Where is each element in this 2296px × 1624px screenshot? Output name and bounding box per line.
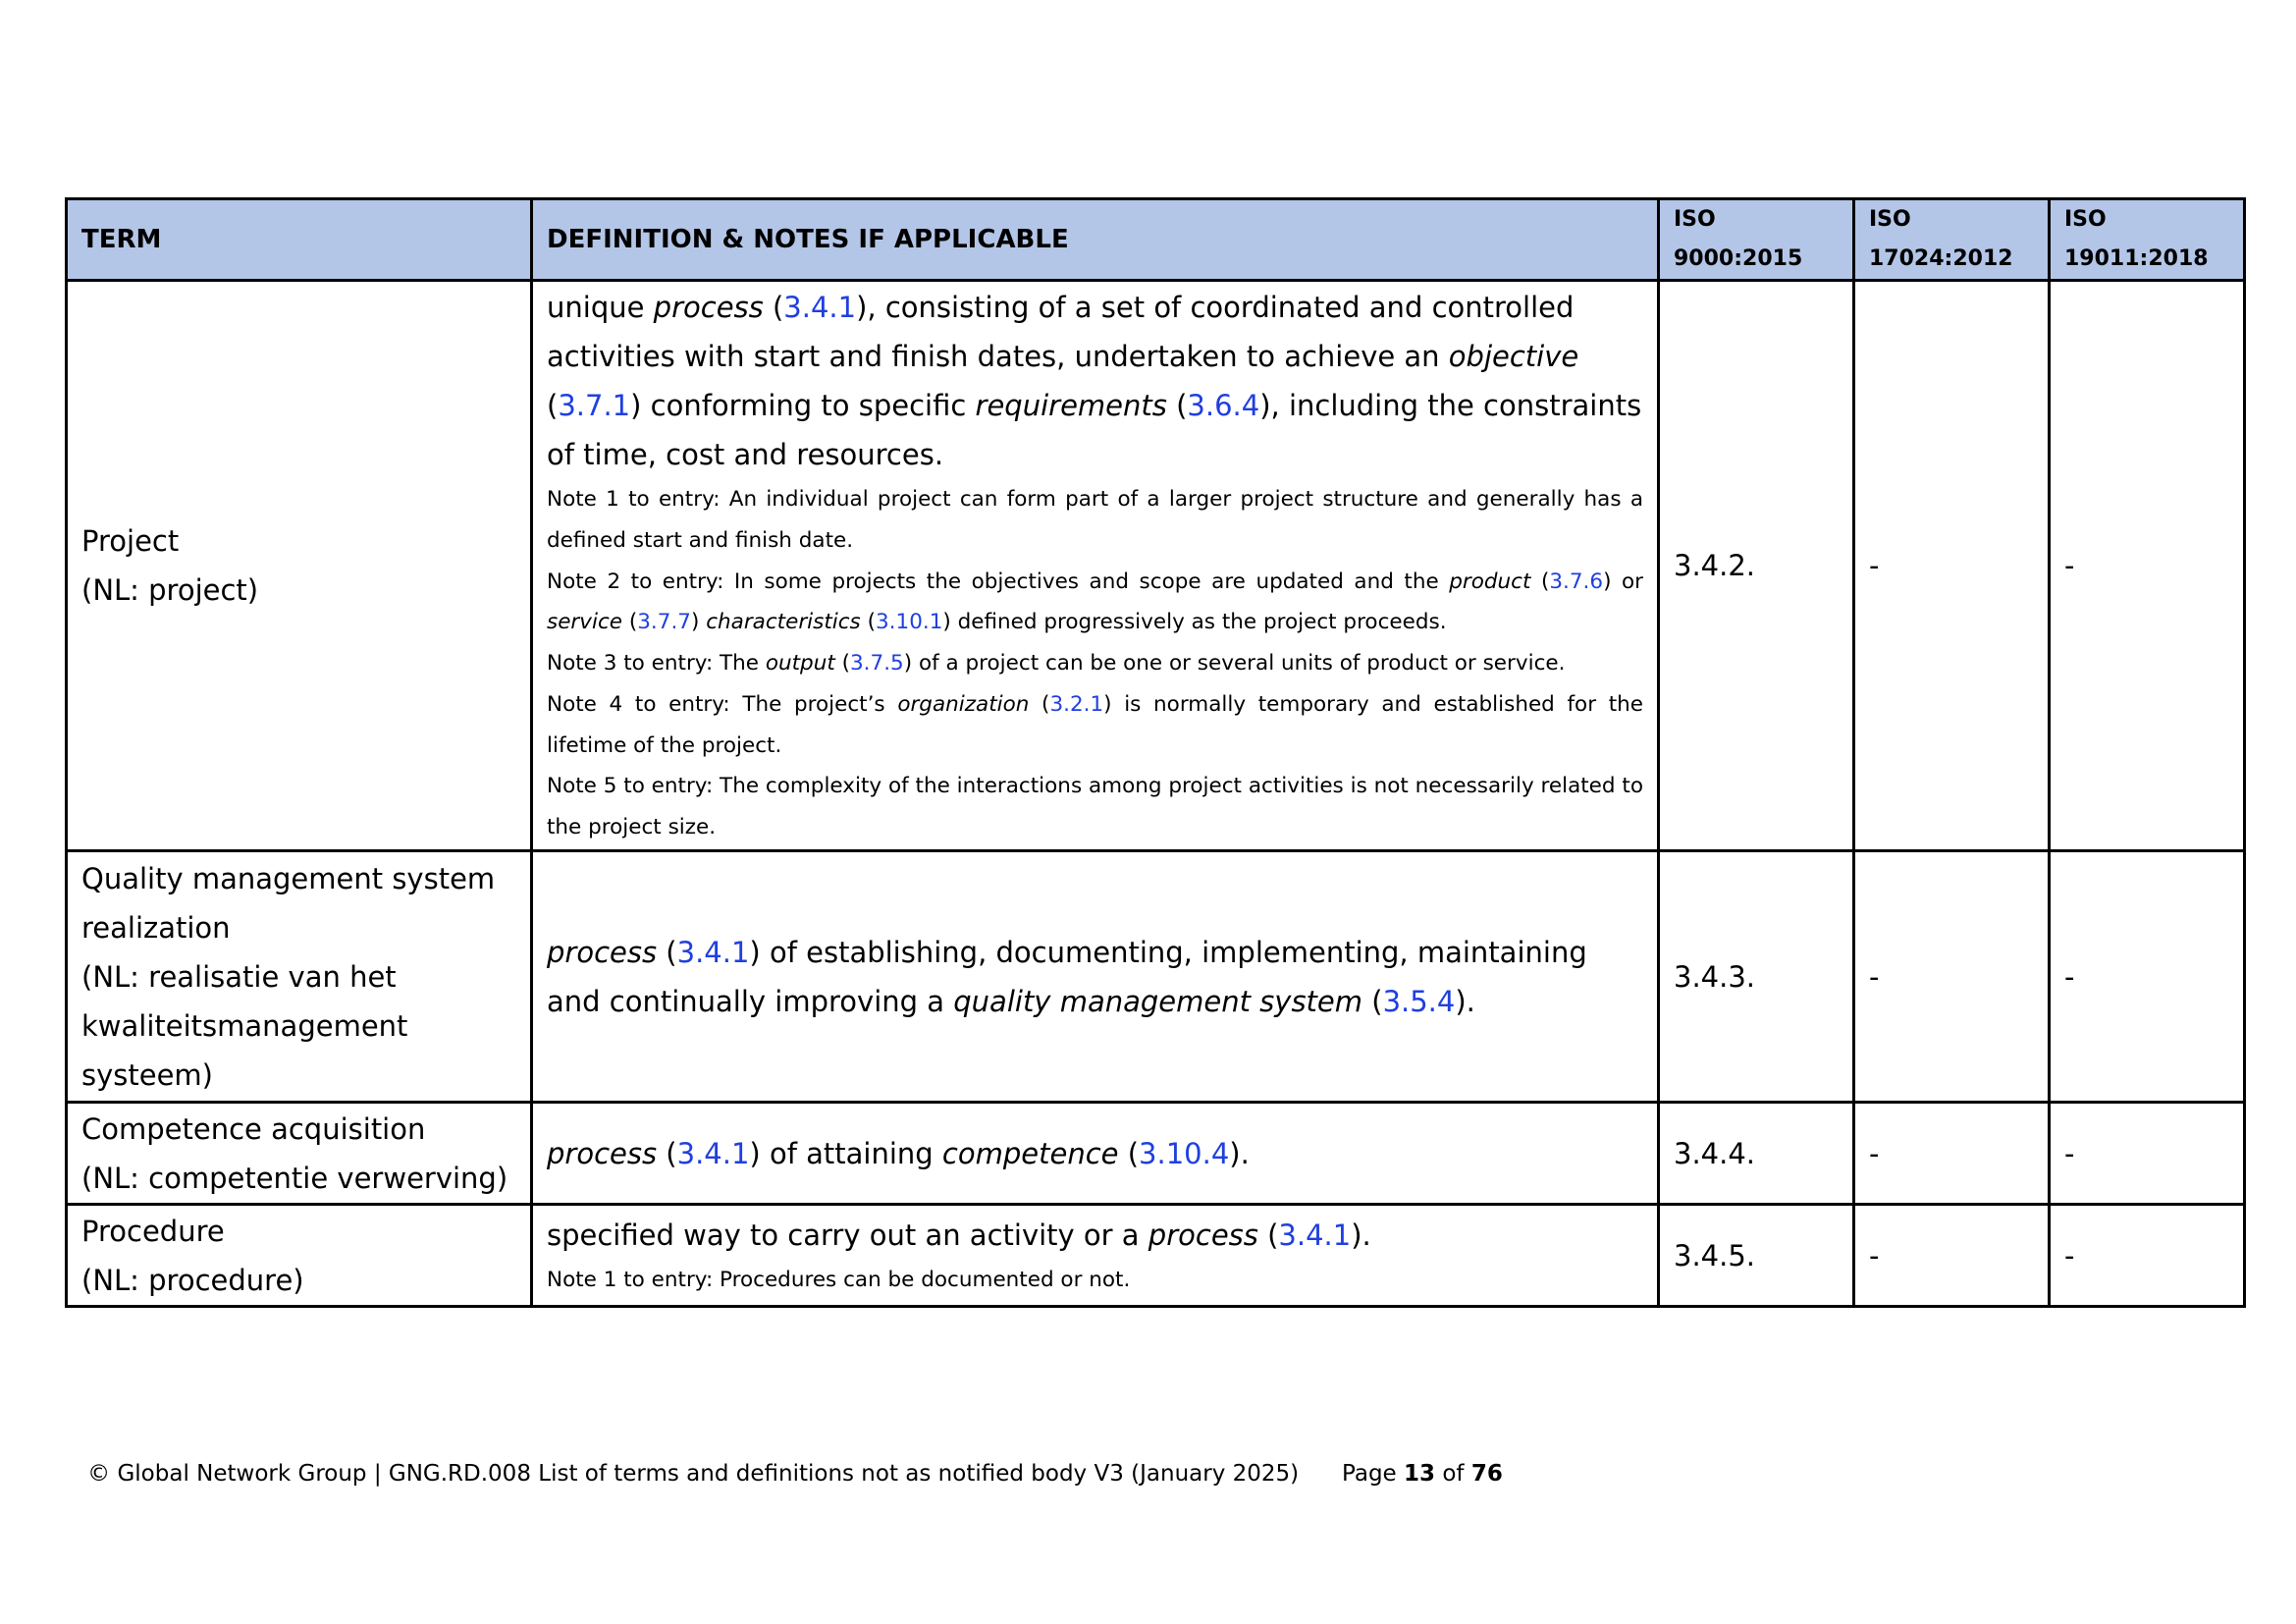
ref-link[interactable]: 3.5.4 bbox=[1382, 984, 1456, 1018]
ref-link[interactable]: 3.7.6 bbox=[1549, 568, 1604, 594]
term-cell: Project (NL: project) bbox=[67, 281, 532, 851]
ref-link[interactable]: 3.10.1 bbox=[876, 610, 943, 635]
iso-19011-value: - bbox=[2050, 281, 2245, 851]
definition-text: process (3.4.1) of attaining competence (3.10.4). bbox=[547, 1136, 1250, 1170]
header-iso-17024: ISO 17024:2012 bbox=[1854, 199, 2050, 281]
iso-9000-value: 3.4.5. bbox=[1659, 1205, 1854, 1307]
header-row bbox=[67, 199, 2245, 281]
note-2: Note 2 to entry: In some projects the objectives and scope are updated and the product (3.7.6) or service (3.7.7) characteristics (3.10.1) defined progressively as the project proceeds. bbox=[547, 568, 1643, 635]
iso-17024-value: - bbox=[1854, 281, 2050, 851]
ref-link[interactable]: 3.4.1 bbox=[1278, 1218, 1352, 1252]
ref-link[interactable]: 3.4.1 bbox=[783, 290, 857, 324]
iso-9000-value: 3.4.3. bbox=[1659, 851, 1854, 1103]
iso-19011-value: - bbox=[2050, 1205, 2245, 1307]
header-term: TERM bbox=[67, 199, 532, 281]
header-iso-19011: ISO 19011:2018 bbox=[2050, 199, 2245, 281]
table-row-qms-realization bbox=[67, 851, 2245, 1103]
table-row-project bbox=[67, 281, 2245, 851]
page-indicator: Page 13 of 76 bbox=[1342, 1461, 1503, 1487]
ref-link[interactable]: 3.7.5 bbox=[850, 651, 904, 677]
note-1: Note 1 to entry: Procedures can be documented or not. bbox=[547, 1267, 1131, 1292]
iso-17024-value: - bbox=[1854, 1205, 2050, 1307]
term-cell: Competence acquisition (NL: competentie verwerving) bbox=[67, 1103, 532, 1205]
ref-link[interactable]: 3.4.1 bbox=[676, 1136, 750, 1170]
iso-19011-value: - bbox=[2050, 851, 2245, 1103]
note-1: Note 1 to entry: An individual project can form part of a larger project structure and generally has a defined start and finish date. bbox=[547, 486, 1643, 553]
note-3: Note 3 to entry: The output (3.7.5) of a project can be one or several units of product or service. bbox=[547, 651, 1566, 677]
term-cell: Quality management system realization (NL: realisatie van het kwaliteitsmanagement systeem) bbox=[67, 851, 532, 1103]
definition-cell bbox=[532, 851, 1659, 1103]
iso-9000-value: 3.4.4. bbox=[1659, 1103, 1854, 1205]
terms-table bbox=[65, 197, 2246, 1308]
iso-9000-value: 3.4.2. bbox=[1659, 281, 1854, 851]
header-iso-9000: ISO 9000:2015 bbox=[1659, 199, 1854, 281]
note-4: Note 4 to entry: The project’s organization (3.2.1) is normally temporary and established for the lifetime of the project. bbox=[547, 691, 1643, 758]
definition-cell bbox=[532, 281, 1659, 851]
ref-link[interactable]: 3.6.4 bbox=[1187, 388, 1260, 422]
table-row-competence-acquisition bbox=[67, 1103, 2245, 1205]
ref-link[interactable]: 3.7.1 bbox=[558, 388, 631, 422]
iso-17024-value: - bbox=[1854, 851, 2050, 1103]
iso-19011-value: - bbox=[2050, 1103, 2245, 1205]
term-cell: Procedure (NL: procedure) bbox=[67, 1205, 532, 1307]
ref-link[interactable]: 3.10.4 bbox=[1139, 1136, 1230, 1170]
iso-17024-value: - bbox=[1854, 1103, 2050, 1205]
definition-cell bbox=[532, 1205, 1659, 1307]
note-5: Note 5 to entry: The complexity of the interactions among project activities is not necessarily related to the project size. bbox=[547, 774, 1643, 840]
table-row-procedure bbox=[67, 1205, 2245, 1307]
page-footer bbox=[0, 1461, 1590, 1487]
ref-link[interactable]: 3.7.7 bbox=[637, 610, 691, 635]
ref-link[interactable]: 3.2.1 bbox=[1049, 691, 1104, 717]
header-definition: DEFINITION & NOTES IF APPLICABLE bbox=[532, 199, 1659, 281]
ref-link[interactable]: 3.4.1 bbox=[676, 935, 750, 969]
definition-text: process (3.4.1) of establishing, documenting, implementing, maintaining and continually improving a quality management system (3.5.4). bbox=[547, 935, 1587, 1018]
footer-copyright: © Global Network Group | GNG.RD.008 List of terms and definitions not as notified body V3 (January 2025) bbox=[87, 1461, 1300, 1487]
definition-text: specified way to carry out an activity or a process (3.4.1). bbox=[547, 1218, 1371, 1252]
definition-text: unique process (3.4.1), consisting of a set of coordinated and controlled activities with start and finish dates, undertaken to achieve an objective (3.7.1) conforming to specific requirements (3.6.4), including the constraints of time, cost and resources. bbox=[547, 290, 1642, 471]
definition-cell bbox=[532, 1103, 1659, 1205]
